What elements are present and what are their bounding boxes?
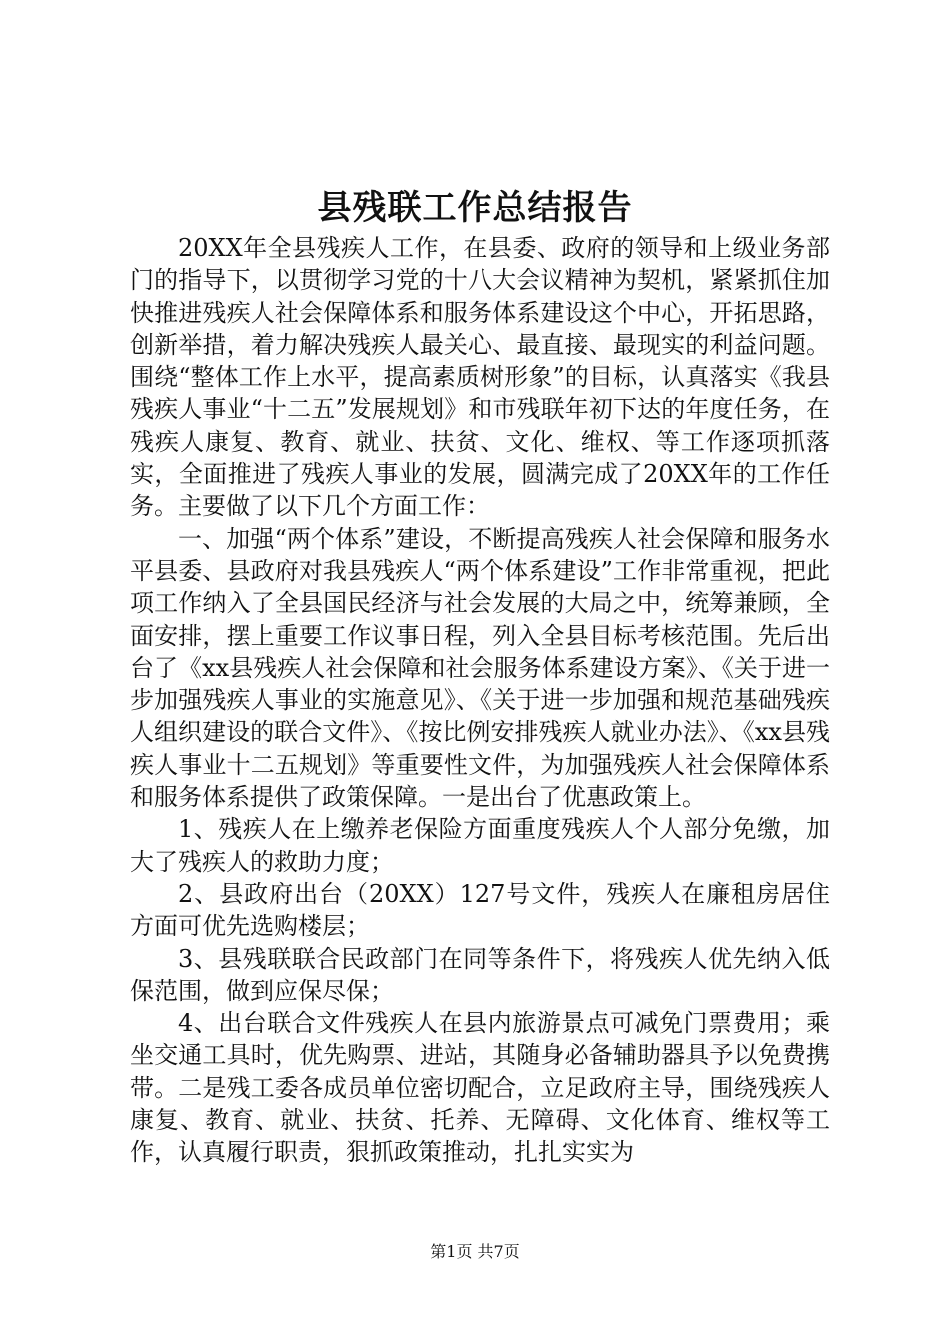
paragraph-item-4: 4、出台联合文件残疾人在县内旅游景点可减免门票费用；乘坐交通工具时，优先购票、进站，其随身必备辅助器具予以免费携带。二是残工委各成员单位密切配合，立足政府主导，围绕残疾人康复、教育、就业、扶贫、托养、无障碍、文化体育、维权等工作，认真履行职责，狠抓政策推动，扎扎实实为	[130, 1009, 830, 1167]
paragraph-section-one: 一、加强“两个体系”建设，不断提高残疾人社会保障和服务水平县委、县政府对我县残疾人“两个体系建设”工作非常重视，把此项工作纳入了全县国民经济与社会发展的大局之中，统筹兼顾，全面安排，摆上重要工作议事日程，列入全县目标考核范围。先后出台了《xx县残疾人社会保障和社会服务体系建设方案》、《关于进一步加强残疾人事业的实施意见》、《关于进一步加强和规范基础残疾人组织建设的联合文件》、《按比例安排残疾人就业办法》、《xx县残疾人事业十二五规划》等重要性文件，为加强残疾人社会保障体系和服务体系提供了政策保障。一是出台了优惠政策上。	[130, 524, 830, 812]
paragraph-item-2: 2、县政府出台（20XX）127号文件，残疾人在廉租房居住方面可优先选购楼层；	[130, 879, 830, 941]
paragraph-item-1: 1、残疾人在上缴养老保险方面重度残疾人个人部分免缴，加大了残疾人的救助力度；	[130, 815, 830, 876]
paragraph-intro: 20XX年全县残疾人工作，在县委、政府的领导和上级业务部门的指导下，以贯彻学习党的十八大会议精神为契机，紧紧抓住加快推进残疾人社会保障体系和服务体系建设这个中心，开拓思路，创新举措，着力解决残疾人最关心、最直接、最现实的利益问题。围绕“整体工作上水平，提高素质树形象”的目标，认真落实《我县残疾人事业“十二五”发展规划》和市残联年初下达的年度任务，在残疾人康复、教育、就业、扶贫、文化、维权、等工作逐项抓落实，全面推进了残疾人事业的发展，圆满完成了20XX年的工作任务。主要做了以下几个方面工作：	[130, 234, 830, 521]
document-title: 县残联工作总结报告	[317, 188, 633, 228]
paragraph-item-3: 3、县残联联合民政部门在同等条件下，将残疾人优先纳入低保范围，做到应保尽保；	[130, 944, 830, 1005]
page-footer: 第1页 共7页	[430, 1242, 520, 1261]
document-body	[130, 232, 830, 1169]
